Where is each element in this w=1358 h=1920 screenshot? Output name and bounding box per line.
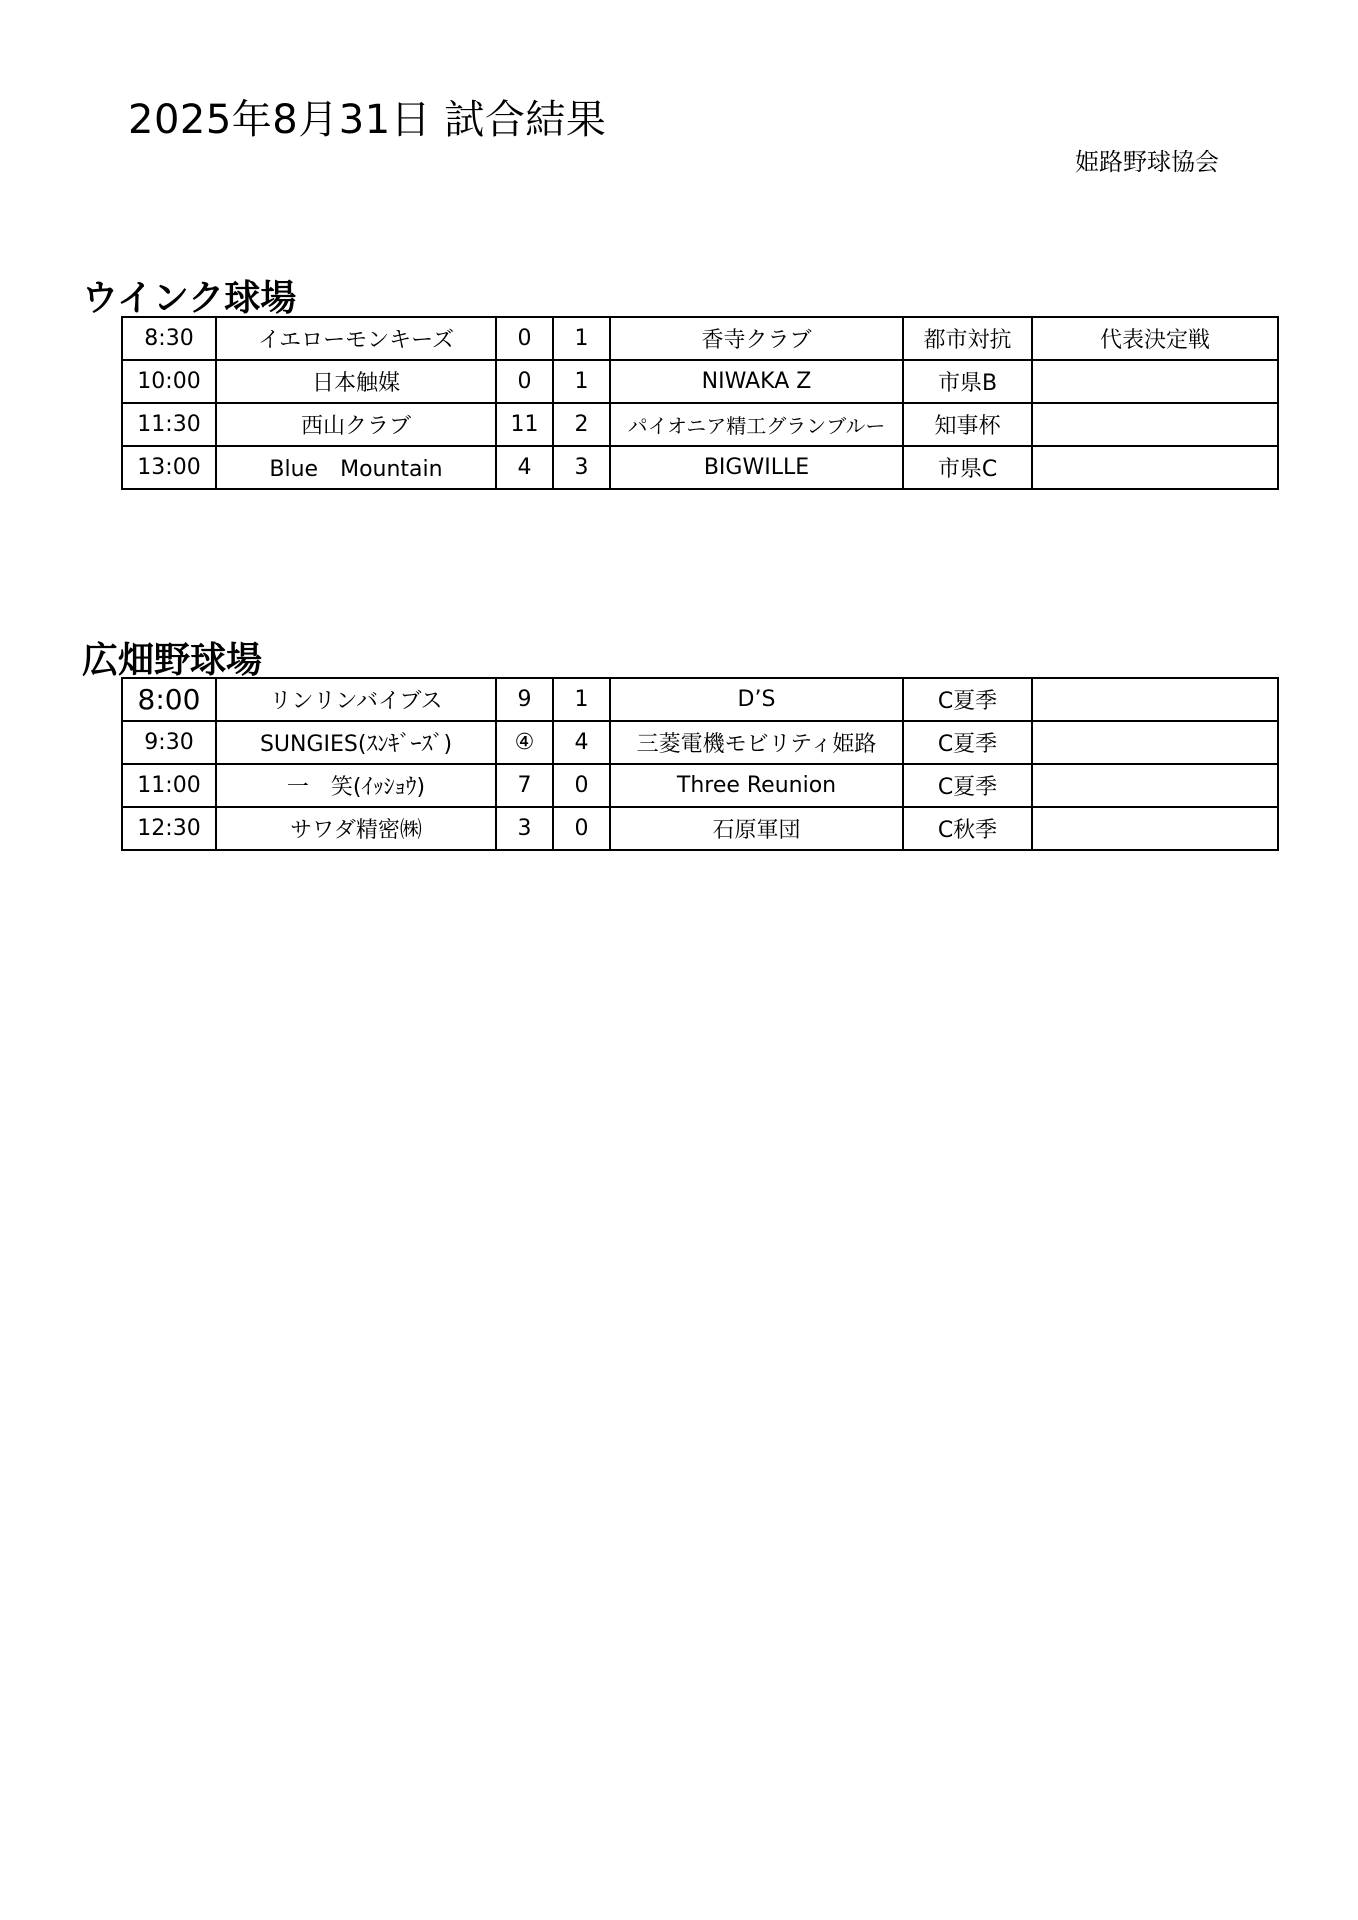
home-team: サワダ精密㈱ — [216, 807, 496, 850]
home-team: イエローモンキーズ — [216, 317, 496, 360]
away-score: 3 — [553, 446, 610, 489]
home-score: 9 — [496, 678, 553, 721]
game-note — [1032, 446, 1278, 489]
table-row — [122, 807, 1278, 850]
home-score: 11 — [496, 403, 553, 446]
table-row — [122, 360, 1278, 403]
game-category: C夏季 — [903, 764, 1032, 807]
game-category: 市県C — [903, 446, 1032, 489]
organization-name: 姫路野球協会 — [1075, 148, 1219, 176]
venue-heading-wink: ウインク球場 — [82, 278, 297, 319]
home-team: リンリンバイブス — [216, 678, 496, 721]
game-category: C夏季 — [903, 678, 1032, 721]
home-score: 0 — [496, 317, 553, 360]
game-category: C秋季 — [903, 807, 1032, 850]
home-score: 0 — [496, 360, 553, 403]
game-category: 都市対抗 — [903, 317, 1032, 360]
game-time: 12:30 — [122, 807, 216, 850]
home-score: 7 — [496, 764, 553, 807]
table-row — [122, 678, 1278, 721]
home-team: 西山クラブ — [216, 403, 496, 446]
table-row — [122, 317, 1278, 360]
results-table-hirohata — [121, 677, 1279, 851]
game-note: 代表決定戦 — [1032, 317, 1278, 360]
game-note — [1032, 360, 1278, 403]
away-score: 1 — [553, 317, 610, 360]
away-score: 0 — [553, 764, 610, 807]
away-score: 2 — [553, 403, 610, 446]
game-category: 市県B — [903, 360, 1032, 403]
away-score: 4 — [553, 721, 610, 764]
away-team: 三菱電機モビリティ姫路 — [610, 721, 903, 764]
home-score: ④ — [496, 721, 553, 764]
page-title: 2025年8月31日 試合結果 — [128, 97, 607, 143]
table-row — [122, 721, 1278, 764]
home-team: 一 笑(ｲｯｼｮｳ) — [216, 764, 496, 807]
table-row — [122, 764, 1278, 807]
home-team: SUNGIES(ｽﾝｷﾞｰｽﾞ) — [216, 721, 496, 764]
game-time: 8:00 — [122, 678, 216, 721]
away-team: NIWAKA Z — [610, 360, 903, 403]
game-time: 10:00 — [122, 360, 216, 403]
game-time: 11:00 — [122, 764, 216, 807]
game-note — [1032, 678, 1278, 721]
game-time: 13:00 — [122, 446, 216, 489]
game-time: 8:30 — [122, 317, 216, 360]
away-score: 1 — [553, 360, 610, 403]
table-row — [122, 403, 1278, 446]
game-note — [1032, 403, 1278, 446]
game-note — [1032, 721, 1278, 764]
game-category: 知事杯 — [903, 403, 1032, 446]
game-note — [1032, 764, 1278, 807]
home-score: 4 — [496, 446, 553, 489]
away-team: パイオニア精工グランブルー — [610, 403, 903, 446]
results-table-wink — [121, 316, 1279, 490]
home-team: Blue Mountain — [216, 446, 496, 489]
game-time: 9:30 — [122, 721, 216, 764]
home-score: 3 — [496, 807, 553, 850]
game-time: 11:30 — [122, 403, 216, 446]
away-team: 石原軍団 — [610, 807, 903, 850]
venue-heading-hirohata: 広畑野球場 — [82, 640, 263, 681]
away-team: Three Reunion — [610, 764, 903, 807]
home-team: 日本触媒 — [216, 360, 496, 403]
away-team: 香寺クラブ — [610, 317, 903, 360]
away-score: 0 — [553, 807, 610, 850]
away-score: 1 — [553, 678, 610, 721]
away-team: D’S — [610, 678, 903, 721]
game-category: C夏季 — [903, 721, 1032, 764]
table-row — [122, 446, 1278, 489]
away-team: BIGWILLE — [610, 446, 903, 489]
game-note — [1032, 807, 1278, 850]
